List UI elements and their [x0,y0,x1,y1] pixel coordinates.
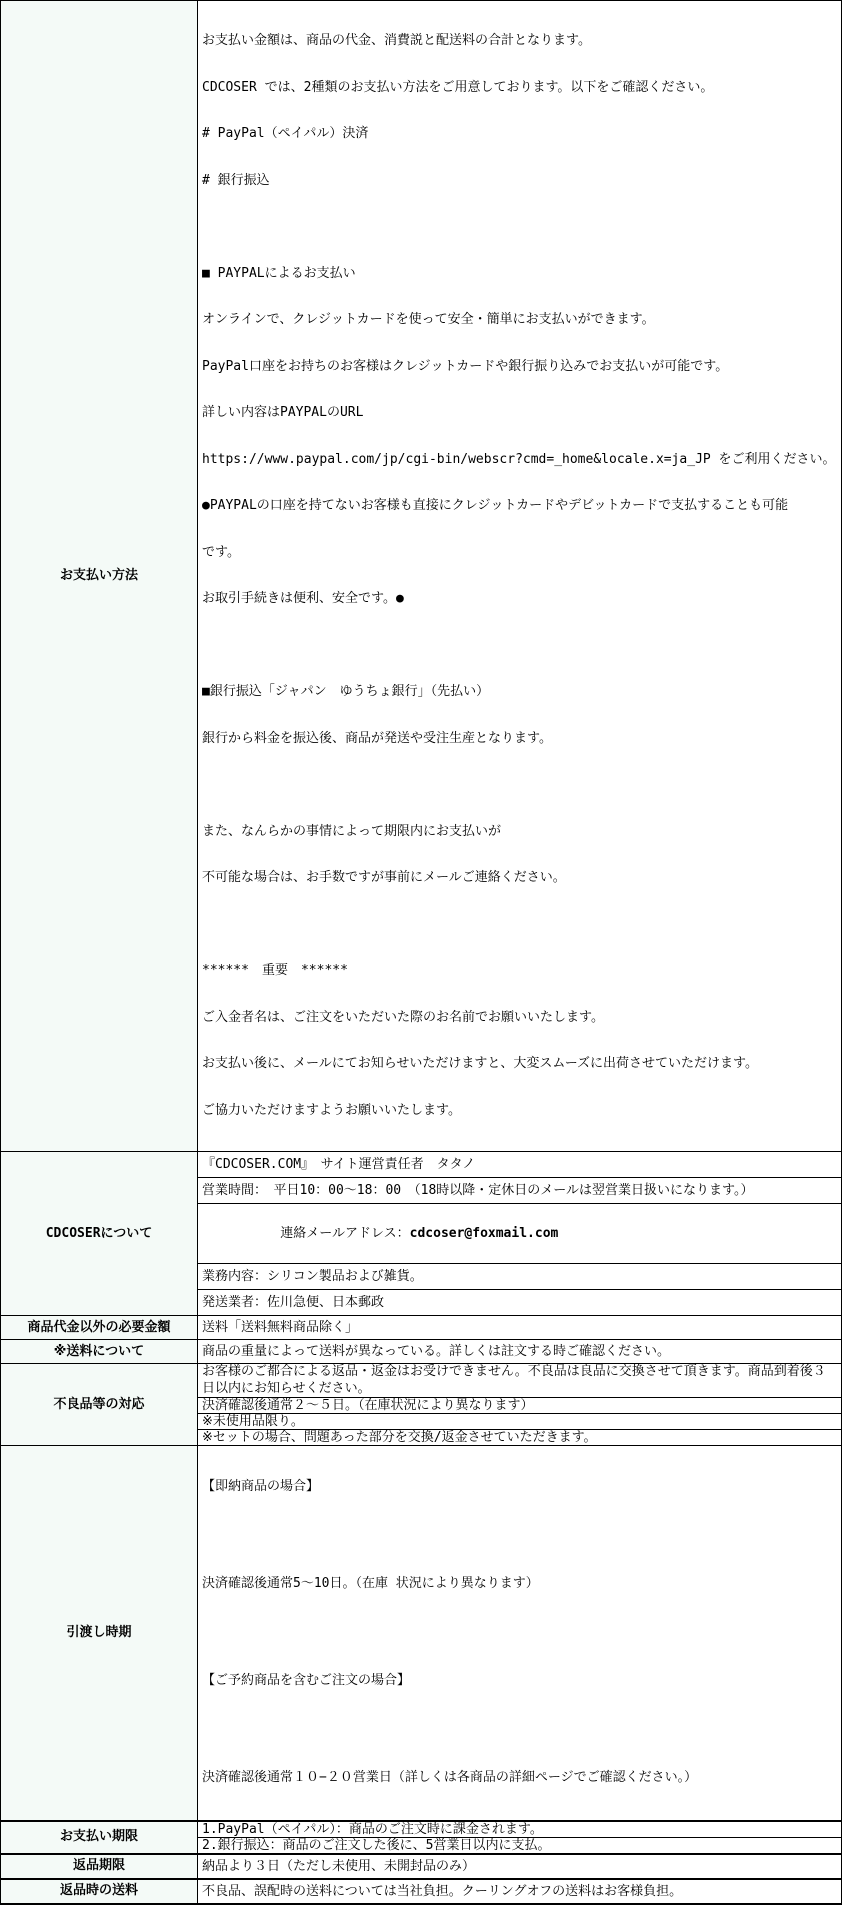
extra-fees-text: 送料「送料無料商品除く」 [198,1316,842,1340]
payment-method-content [198,1,842,1152]
shipping-note-text: 商品の重量によって送料が異なっている。詳しくは註文する時ご確認ください。 [198,1340,842,1364]
text-line: オンラインで、クレジットカードを使って安全・簡単にお支払いができます。 [202,312,655,327]
text-line: 決済確認後通常5〜10日。（在庫 状況により異なります） [202,1576,539,1591]
paypal-url-text: https://www.paypal.com/jp/cgi-bin/webscr?cmd=_home&locale.x=ja_JP をご利用ください。 [202,451,836,467]
extra-fees-label: 商品代金以外の必要金額 [1,1316,198,1340]
text-line: 不可能な場合は、お手数ですが事前にメールご連絡ください。 [202,870,566,885]
text-line: 【即納商品の場合】 [202,1479,320,1494]
text-line: お取引手続きは便利、安全です。● [202,591,404,606]
defective-note1-text: ※未使用品限り。 [198,1414,842,1430]
defective-timing-text: 決済確認後通常２〜５日。（在庫状況により異なります） [198,1398,842,1414]
blank-line [202,638,838,655]
blank-line [202,917,838,934]
blank-line [202,1624,838,1643]
row-delivery [1,1446,842,1821]
row-shipping-note [1,1340,842,1364]
text-line: PayPal口座をお持ちのお客様はクレジットカードや銀行振り込みでお支払いが可能です。 [202,358,729,374]
text-line: ■ PAYPALによるお支払い [202,265,356,281]
row-return-shipping [1,1879,842,1904]
text-line: ご入金者名は、ご注文をいただいた際のお名前でお願いいたします。 [202,1009,604,1025]
text-line: ご協力いただけますようお願いいたします。 [202,1102,461,1118]
return-deadline-label: 返品期限 [1,1854,198,1879]
shipping-note-label: ※送料について [1,1340,198,1364]
email-address: cdcoser@foxmail.com [409,1226,559,1241]
row-return-deadline [1,1854,842,1879]
defective-note2-text: ※セットの場合、問題あった部分を交換/返金させていただきます。 [198,1430,842,1446]
blank-line [202,777,838,794]
return-shipping-label: 返品時の送料 [1,1879,198,1904]
return-deadline-text: 納品より３日（ただし未使用、未開封品のみ） [198,1854,842,1879]
text-line: 詳しい内容はPAYPALのURL [202,405,364,420]
text-line: ●PAYPALの口座を持てないお客様も直接にクレジットカードやデビットカードで支払することも可能 [202,498,789,513]
text-line: お支払い後に、メールにてお知らせいただけますと、大変スムーズに出荷させていただけます。 [202,1056,759,1071]
email-label: 連絡メールアドレス： [280,1226,410,1241]
blank-line [202,219,838,236]
about-label: CDCOSERについて [1,1152,198,1316]
important-heading: ****** 重要 ****** [202,963,348,978]
about-shippers-text: 発送業者：佐川急便、日本郵政 [198,1290,842,1316]
text-line: 決済確認後通常１０−２０営業日（詳しくは各商品の詳細ページでご確認ください。） [202,1770,698,1785]
about-business-text: 業務内容：シリコン製品および雑貨。 [198,1264,842,1290]
text-line: # 銀行振込 [202,172,270,188]
text-line: # PayPal（ペイパル）決済 [202,126,369,141]
text-line: お支払い金額は、商品の代金、消費説と配送料の合計となります。 [202,33,591,48]
about-email-row [198,1204,842,1264]
payment-deadline-bank-text: 2.銀行振込：商品のご注文した後に、5営業日以内に支払。 [198,1837,842,1854]
text-line: CDCOSER では、2種類のお支払い方法をご用意しております。以下をご確認ください。 [202,79,714,95]
row-defective-policy [1,1364,842,1398]
text-line: 銀行から料金を振込後、商品が発送や受注生産となります。 [202,730,552,746]
row-payment-method [1,1,842,1152]
text-line: です。 [202,544,240,560]
text-line: 【ご予約商品を含むご注文の場合】 [202,1673,411,1688]
defective-policy-text: お客様のご都合による返品・返金はお受けできません。不良品は良品に交換させて頂きます。商品到着後３日以内にお知らせください。 [198,1364,842,1398]
payment-method-label: お支払い方法 [1,1,198,1152]
delivery-label: 引渡し時期 [1,1446,198,1821]
blank-line [202,1721,838,1740]
text-line: ■銀行振込「ジャパン ゆうちょ銀行」（先払い） [202,684,490,699]
delivery-content [198,1446,842,1821]
payment-deadline-paypal-text: 1.PayPal（ペイパル）：商品のご注文時に課金されます。 [198,1821,842,1838]
about-hours-text: 営業時間： 平日10：00〜18：00 （18時以降・定休日のメールは翌営業日扱いになります。） [198,1178,842,1204]
row-about-operator [1,1152,842,1178]
blank-line [202,1527,838,1546]
return-shipping-text: 不良品、誤配時の送料については当社負担。クーリングオフの送料はお客様負担。 [198,1879,842,1904]
row-extra-fees [1,1316,842,1340]
payment-deadline-label: お支払い期限 [1,1821,198,1854]
defective-label: 不良品等の対応 [1,1364,198,1446]
row-payment-deadline-paypal [1,1821,842,1838]
about-operator-text: 『CDCOSER.COM』 サイト運営責任者 タタノ [198,1152,842,1178]
text-line: また、なんらかの事情によって期限内にお支払いが [202,823,502,839]
